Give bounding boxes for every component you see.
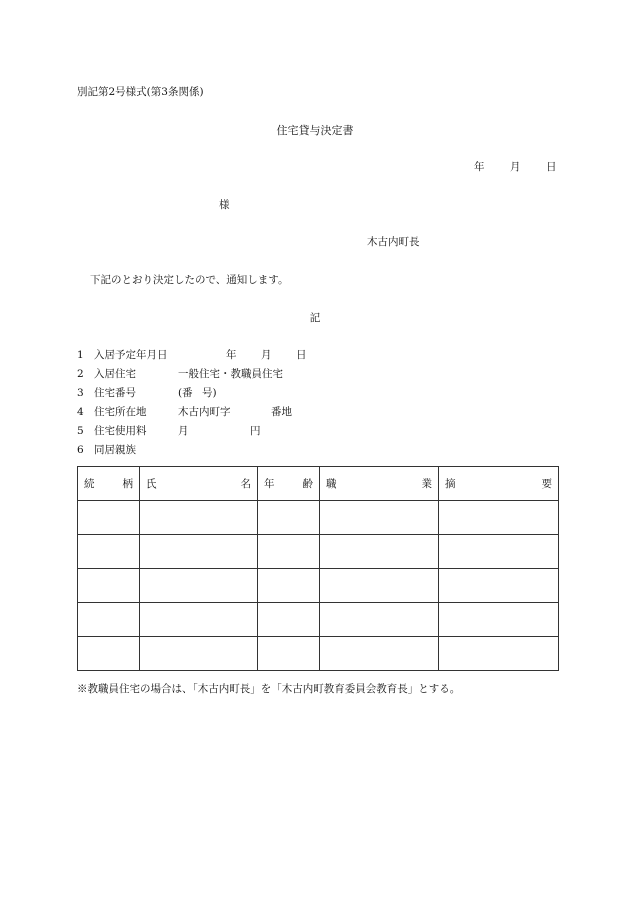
document-title: 住宅貸与決定書 bbox=[276, 124, 354, 137]
cell-relationship[interactable] bbox=[78, 569, 140, 603]
col-header-name: 氏 名 bbox=[140, 467, 258, 501]
item-housing-address bbox=[77, 407, 292, 418]
cell-remarks[interactable] bbox=[439, 603, 559, 637]
item-number: 6 bbox=[77, 444, 84, 456]
cell-occupation[interactable] bbox=[320, 637, 439, 671]
table-row bbox=[78, 535, 559, 569]
cell-relationship[interactable] bbox=[78, 501, 140, 535]
cell-relationship[interactable] bbox=[78, 535, 140, 569]
form-code: 別記第2号様式(第3条関係) bbox=[77, 86, 204, 98]
addressee-honorific: 様 bbox=[219, 199, 230, 211]
item-number: 1 bbox=[77, 349, 84, 361]
item-label: 住宅番号 bbox=[94, 387, 136, 399]
cell-occupation[interactable] bbox=[320, 535, 439, 569]
date-month-label: 月 bbox=[510, 161, 521, 173]
date-year-label: 年 bbox=[474, 161, 485, 173]
item-cohabiting-relatives bbox=[77, 445, 178, 456]
relatives-table bbox=[77, 466, 559, 671]
fee-unit: 円 bbox=[250, 425, 261, 437]
cell-remarks[interactable] bbox=[439, 501, 559, 535]
body-text: 下記のとおり決定したので、通知します。 bbox=[90, 274, 289, 286]
item-housing-number bbox=[77, 388, 217, 399]
footnote: ※教職員住宅の場合は、「木古内町長」を「木古内町教育委員会教育長」とする。 bbox=[77, 683, 461, 695]
item-label: 入居予定年月日 bbox=[94, 349, 168, 361]
cell-name[interactable] bbox=[140, 535, 258, 569]
item-label: 住宅使用料 bbox=[94, 425, 147, 437]
cell-age[interactable] bbox=[258, 637, 320, 671]
date-day-label: 日 bbox=[546, 161, 557, 173]
item-label: 住宅所在地 bbox=[94, 406, 147, 418]
item-housing-fee bbox=[77, 426, 261, 437]
col-header-occupation: 職 業 bbox=[320, 467, 439, 501]
cell-name[interactable] bbox=[140, 501, 258, 535]
col-header-relationship: 続 柄 bbox=[78, 467, 140, 501]
item-number: 5 bbox=[77, 425, 84, 437]
table-header-row bbox=[78, 467, 559, 501]
table-row bbox=[78, 637, 559, 671]
item-number: 2 bbox=[77, 368, 84, 380]
cell-occupation[interactable] bbox=[320, 603, 439, 637]
cell-name[interactable] bbox=[140, 569, 258, 603]
item-housing-type bbox=[77, 369, 283, 380]
col-header-remarks: 摘 要 bbox=[439, 467, 559, 501]
address-prefix: 木古内町字 bbox=[178, 406, 231, 418]
table-row bbox=[78, 603, 559, 637]
cell-relationship[interactable] bbox=[78, 603, 140, 637]
ki-heading: 記 bbox=[309, 312, 321, 324]
cell-age[interactable] bbox=[258, 535, 320, 569]
col-header-age: 年 齢 bbox=[258, 467, 320, 501]
item-move-in-date bbox=[77, 350, 307, 361]
cell-name[interactable] bbox=[140, 637, 258, 671]
cell-remarks[interactable] bbox=[439, 569, 559, 603]
cell-age[interactable] bbox=[258, 603, 320, 637]
item-label: 同居親族 bbox=[94, 444, 136, 456]
housing-type-value: 一般住宅・教職員住宅 bbox=[178, 368, 283, 380]
cell-remarks[interactable] bbox=[439, 535, 559, 569]
issuer-name: 木古内町長 bbox=[367, 236, 420, 248]
address-suffix: 番地 bbox=[271, 406, 292, 418]
cell-occupation[interactable] bbox=[320, 569, 439, 603]
cell-occupation[interactable] bbox=[320, 501, 439, 535]
cell-relationship[interactable] bbox=[78, 637, 140, 671]
housing-number-open: (番 bbox=[178, 387, 193, 399]
cell-remarks[interactable] bbox=[439, 637, 559, 671]
table-row bbox=[78, 501, 559, 535]
cell-age[interactable] bbox=[258, 501, 320, 535]
date-line bbox=[474, 162, 557, 173]
move-in-day-label: 日 bbox=[296, 349, 307, 361]
housing-number-close: 号) bbox=[202, 387, 217, 399]
item-number: 4 bbox=[77, 406, 84, 418]
move-in-year-label: 年 bbox=[226, 349, 237, 361]
table-row bbox=[78, 569, 559, 603]
move-in-month-label: 月 bbox=[261, 349, 272, 361]
cell-age[interactable] bbox=[258, 569, 320, 603]
cell-name[interactable] bbox=[140, 603, 258, 637]
item-number: 3 bbox=[77, 387, 84, 399]
fee-per-month: 月 bbox=[178, 425, 189, 437]
item-label: 入居住宅 bbox=[94, 368, 136, 380]
